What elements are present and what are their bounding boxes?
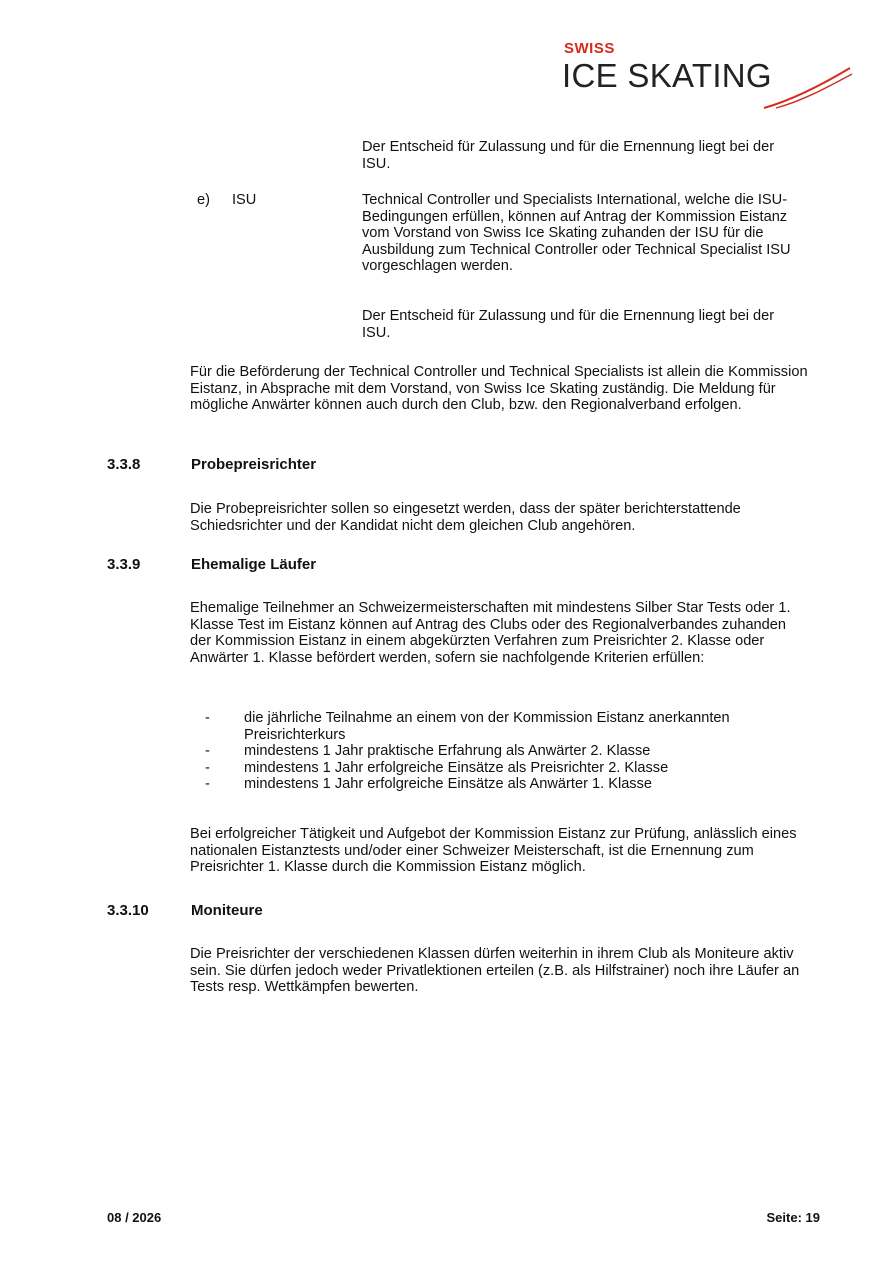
logo-swoosh-icon (762, 66, 854, 110)
section-heading-3-3-9 (107, 557, 607, 575)
list-item: - mindestens 1 Jahr erfolgreiche Einsätze als Preisrichter 2. Klasse (205, 759, 669, 776)
item-e-label: ISU (232, 192, 257, 208)
decision-paragraph-top: Der Entscheid für Zulassung und für die Ernennung liegt bei der ISU. (362, 139, 775, 172)
section-number: 3.3.8 (107, 456, 141, 473)
list-item: - die jährliche Teilnahme an einem von der Kommission Eistanz anerkannten Preisrichterkurs (205, 710, 730, 743)
logo-ice-skating-text: ICE SKATING (562, 57, 772, 94)
section-heading-3-3-10 (107, 903, 607, 921)
section-title: Ehemalige Läufer (191, 556, 317, 573)
section-3-3-9-intro: Ehemalige Teilnehmer an Schweizermeisterschaften mit mindestens Silber Star Tests oder 1. Klasse Test im Eistanz können auf Antrag des Clubs oder des Regionalverbandes zuhanden der Kommission Eistanz in einem abgekürzten Verfahren zum Preisrichter 2. Klasse oder Anwärter 1. Klasse befördert werden, sofern sie nachfolgende Kriterien erfüllen: (190, 600, 791, 666)
logo-swiss-text: SWISS (564, 40, 615, 57)
item-e-text: Technical Controller und Specialists International, welche die ISU-Bedingungen erfüllen, können auf Antrag der Kommission Eistanz vom Vorstand von Swiss Ice Skating zuhanden der ISU für die Ausbildung zum Technical Controller oder Technical Specialist ISU vorgeschlagen werden. (362, 192, 791, 275)
section-title: Probepreisrichter (191, 456, 317, 473)
list-item: - mindestens 1 Jahr erfolgreiche Einsätze als Anwärter 1. Klasse (205, 776, 653, 793)
promotion-paragraph: Für die Beförderung der Technical Controller und Technical Specialists ist allein die Kommission Eistanz, in Absprache mit dem Vorstand, von Swiss Ice Skating zuständig. Die Meldung für mögliche Anwärter können auch durch den Club, bzw. den Regionalverband erfolgen. (190, 364, 808, 414)
item-e-letter: e) (197, 192, 210, 208)
section-3-3-8-text: Die Probepreisrichter sollen so eingesetzt werden, dass der später berichterstattende Schiedsrichter und der Kandidat nicht dem gleichen Club angehören. (190, 501, 741, 534)
footer-date: 08 / 2026 (107, 1210, 162, 1225)
section-number: 3.3.9 (107, 556, 141, 573)
footer-page-number: Seite: 19 (766, 1210, 820, 1225)
item-e-decision: Der Entscheid für Zulassung und für die Ernennung liegt bei der ISU. (362, 308, 775, 341)
section-3-3-10-text: Die Preisrichter der verschiedenen Klassen dürfen weiterhin in ihrem Club als Moniteure aktiv sein. Sie dürfen jedoch weder Privatlektionen erteilen (z.B. als Hilfstrainer) noch ihre Läufer an Tests resp. Wettkämpfen bewerten. (190, 946, 800, 996)
criteria-list (205, 710, 805, 793)
section-heading-3-3-8 (107, 457, 607, 475)
section-3-3-9-closing: Bei erfolgreicher Tätigkeit und Aufgebot der Kommission Eistanz zur Prüfung, anlässlich eines nationalen Eistanztests und/oder einer Schweizer Meisterschaft, ist die Ernennung zum Preisrichter 1. Klasse durch die Kommission Eistanz möglich. (190, 826, 797, 876)
swiss-ice-skating-logo (562, 38, 852, 110)
list-item: - mindestens 1 Jahr praktische Erfahrung als Anwärter 2. Klasse (205, 743, 651, 760)
section-number: 3.3.10 (107, 902, 149, 919)
section-title: Moniteure (191, 902, 263, 919)
